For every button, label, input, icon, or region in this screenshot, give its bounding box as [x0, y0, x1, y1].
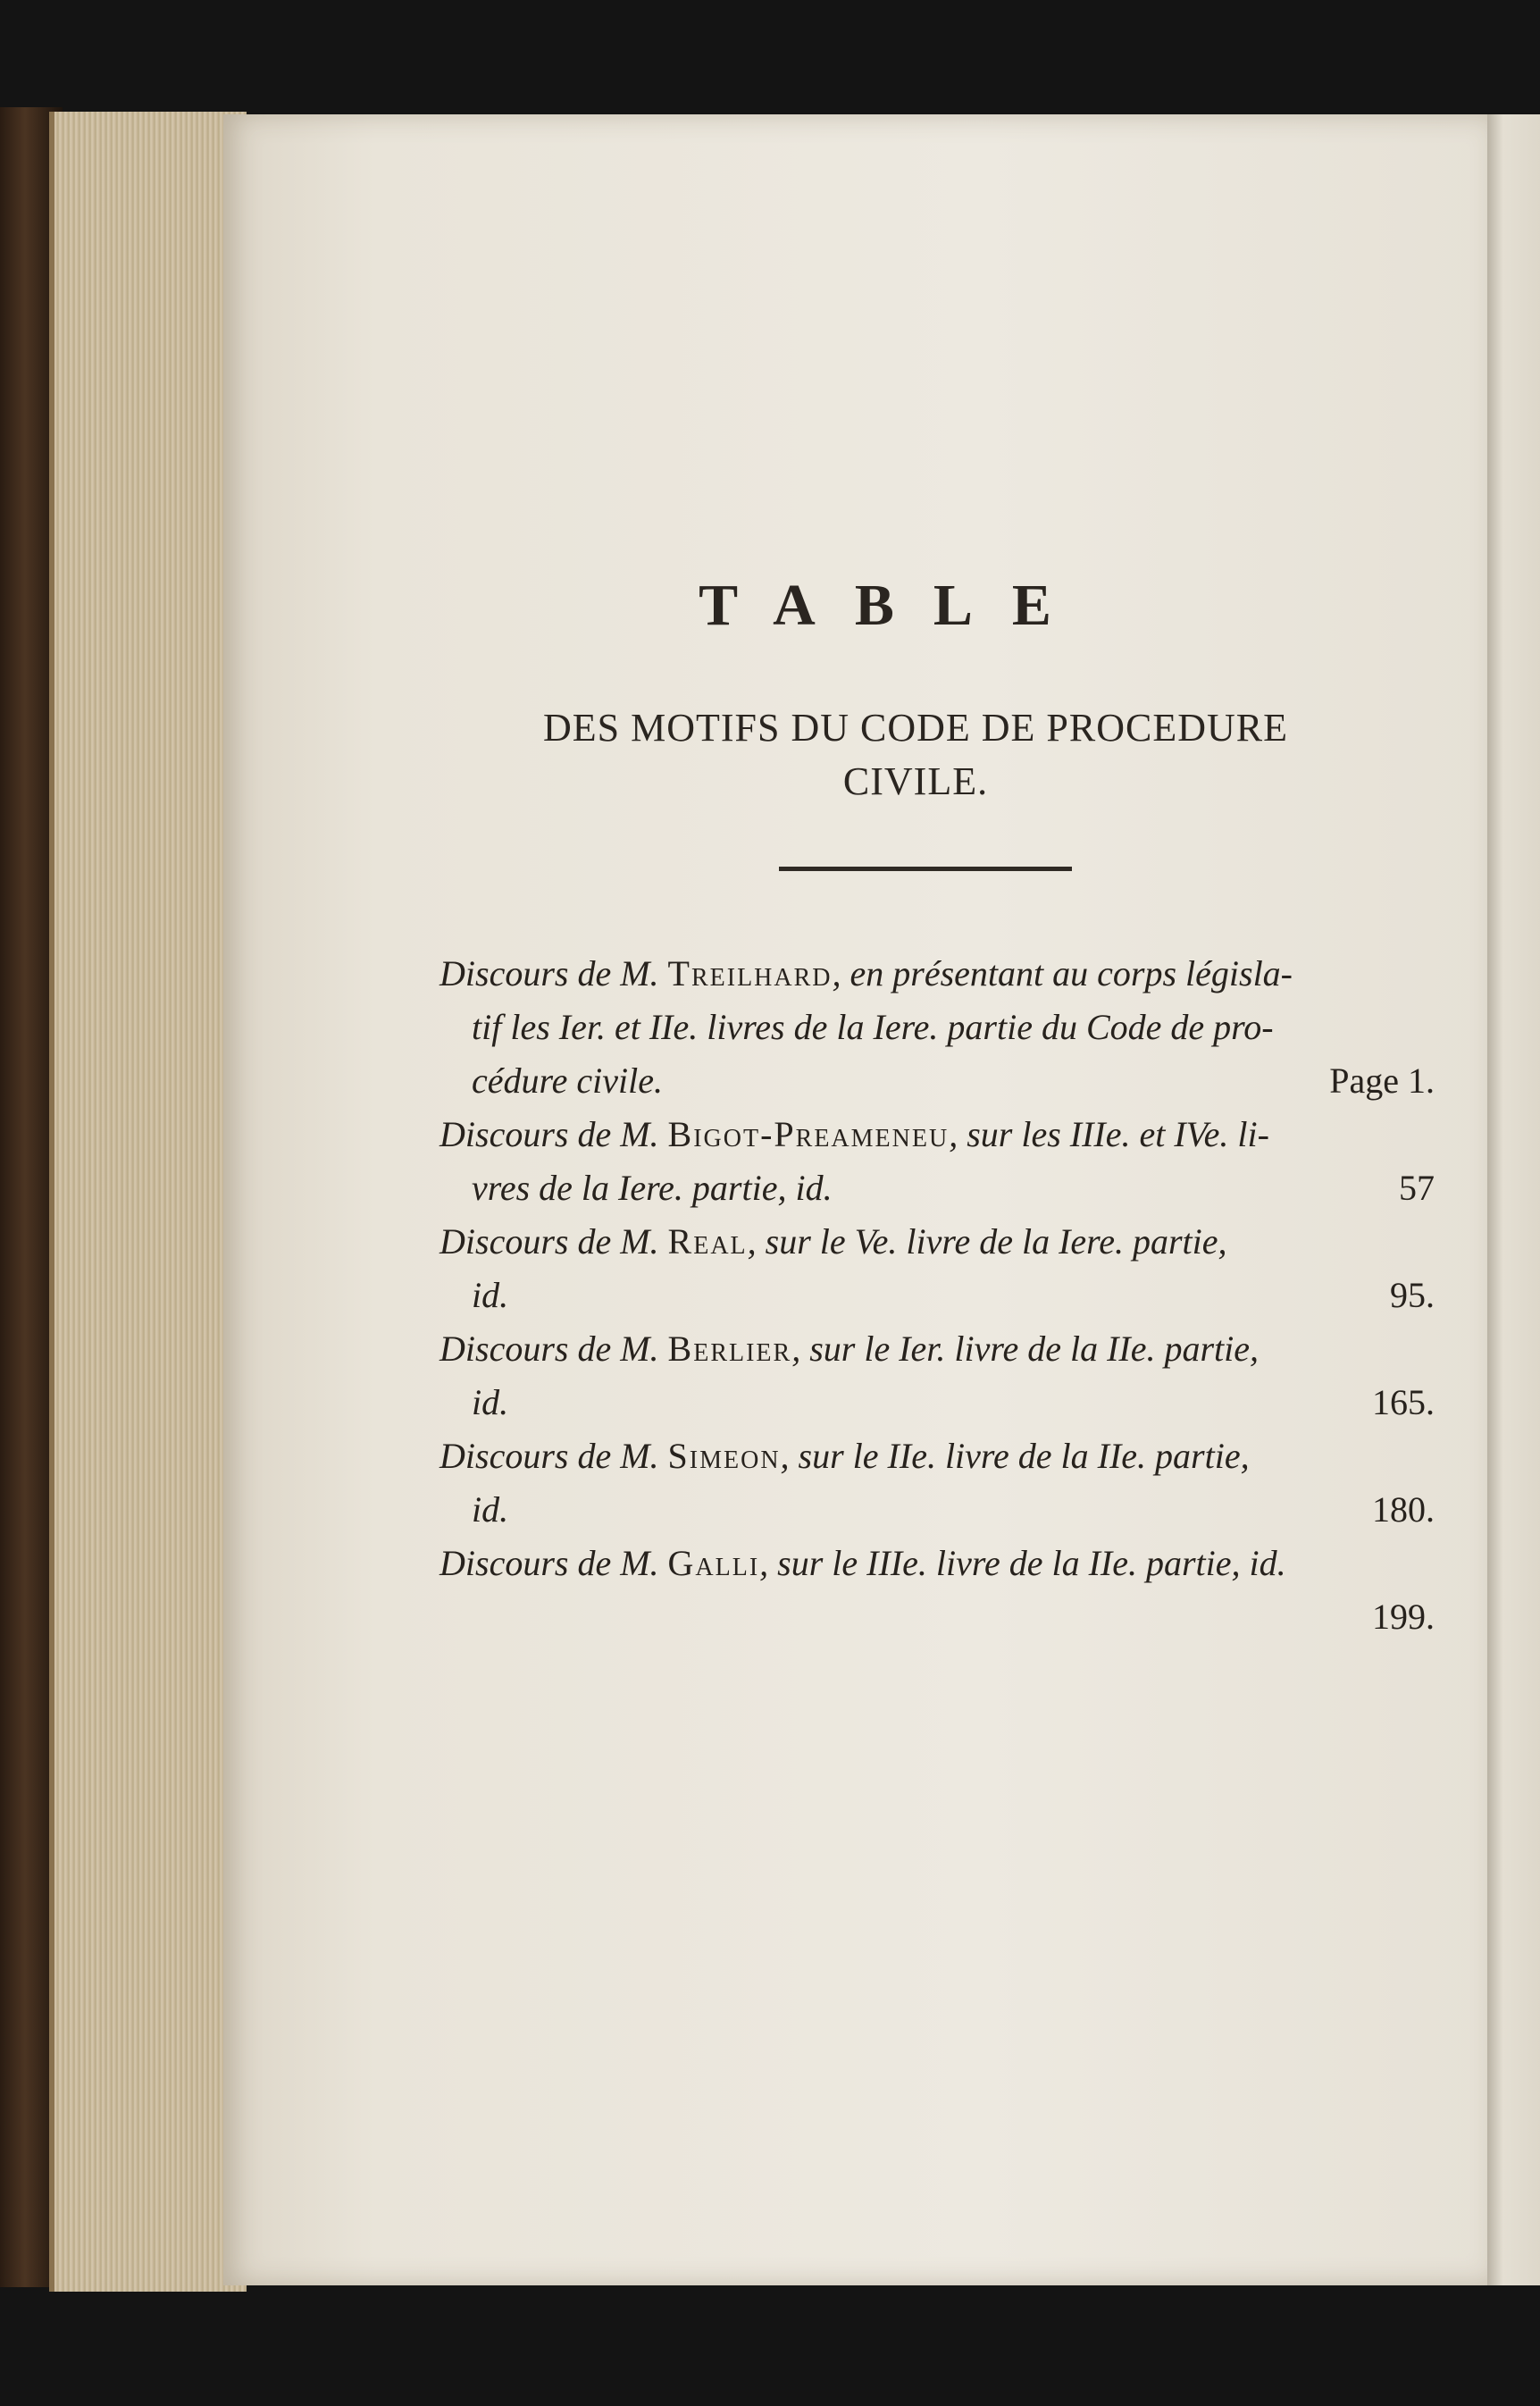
toc-entry-line	[439, 947, 1435, 1001]
table-of-contents	[439, 947, 1435, 1644]
toc-entry-text: , sur le IIe. livre de la IIe. partie,	[780, 1436, 1250, 1476]
toc-entry-lead: Discours de M.	[439, 1543, 668, 1583]
toc-entry-lead: Discours de M.	[439, 1329, 668, 1369]
toc-entry-galli	[439, 1537, 1435, 1644]
toc-entry-line-spacer	[439, 1590, 1435, 1644]
toc-entry-author: Bigot-Preameneu	[667, 1114, 950, 1154]
toc-entry-line: tif les Ier. et IIe. livres de la Iere. partie du Code de pro-	[472, 1007, 1274, 1047]
toc-entry-lead: Discours de M.	[439, 953, 668, 993]
toc-entry-bigot-preameneu	[439, 1108, 1435, 1215]
toc-page-number: 199.	[1372, 1597, 1435, 1637]
toc-entry-author: Treilhard	[667, 953, 833, 993]
page-block-edges	[49, 112, 247, 2292]
toc-entry-berlier	[439, 1322, 1435, 1429]
title-divider-rule	[779, 867, 1072, 871]
toc-entry-line	[439, 1108, 1435, 1161]
facing-page-edge	[1487, 114, 1540, 2285]
toc-entry-line: id.	[472, 1275, 509, 1315]
toc-entry-line: id.	[472, 1489, 509, 1530]
page-subtitle	[420, 701, 1411, 809]
toc-entry-line: cédure civile.	[472, 1060, 663, 1101]
toc-entry-text: , en présentant au corps législa-	[832, 953, 1293, 993]
toc-entry-line	[439, 1537, 1435, 1590]
toc-page-number: 180.	[1372, 1489, 1435, 1530]
toc-entry-line: vres de la Iere. partie, id.	[472, 1168, 833, 1208]
toc-entry-lead: Discours de M.	[439, 1436, 668, 1476]
toc-entry-line	[439, 1429, 1435, 1483]
subtitle-line-2: CIVILE.	[842, 759, 989, 803]
toc-page-number: Page 1.	[1329, 1060, 1435, 1101]
toc-entry-lead: Discours de M.	[439, 1114, 668, 1154]
toc-entry-real	[439, 1215, 1435, 1322]
toc-entry-treilhard	[439, 947, 1435, 1108]
toc-entry-line	[439, 1322, 1435, 1376]
page-title: TABLE	[699, 573, 1091, 638]
toc-entry-simeon	[439, 1429, 1435, 1537]
toc-page-number: 165.	[1372, 1382, 1435, 1422]
toc-entry-author: Berlier	[667, 1329, 792, 1369]
toc-entry-text: , sur le IIIe. livre de la IIe. partie, id.	[759, 1543, 1286, 1583]
subtitle-line-1: DES MOTIFS DU CODE DE PROCEDURE	[542, 706, 1289, 750]
toc-entry-author: Galli	[667, 1543, 760, 1583]
toc-entry-lead: Discours de M.	[439, 1221, 668, 1262]
toc-page-number: 95.	[1390, 1275, 1435, 1315]
toc-entry-text: , sur les IIIe. et IVe. li-	[949, 1114, 1269, 1154]
toc-entry-text: , sur le Ier. livre de la IIe. partie,	[791, 1329, 1260, 1369]
toc-page-number: 57	[1399, 1168, 1435, 1208]
toc-entry-author: Real	[667, 1221, 748, 1262]
toc-entry-author: Simeon	[667, 1436, 781, 1476]
toc-entry-line	[439, 1215, 1435, 1269]
toc-entry-text: , sur le Ve. livre de la Iere. partie,	[747, 1221, 1227, 1262]
toc-entry-line: id.	[472, 1382, 509, 1422]
